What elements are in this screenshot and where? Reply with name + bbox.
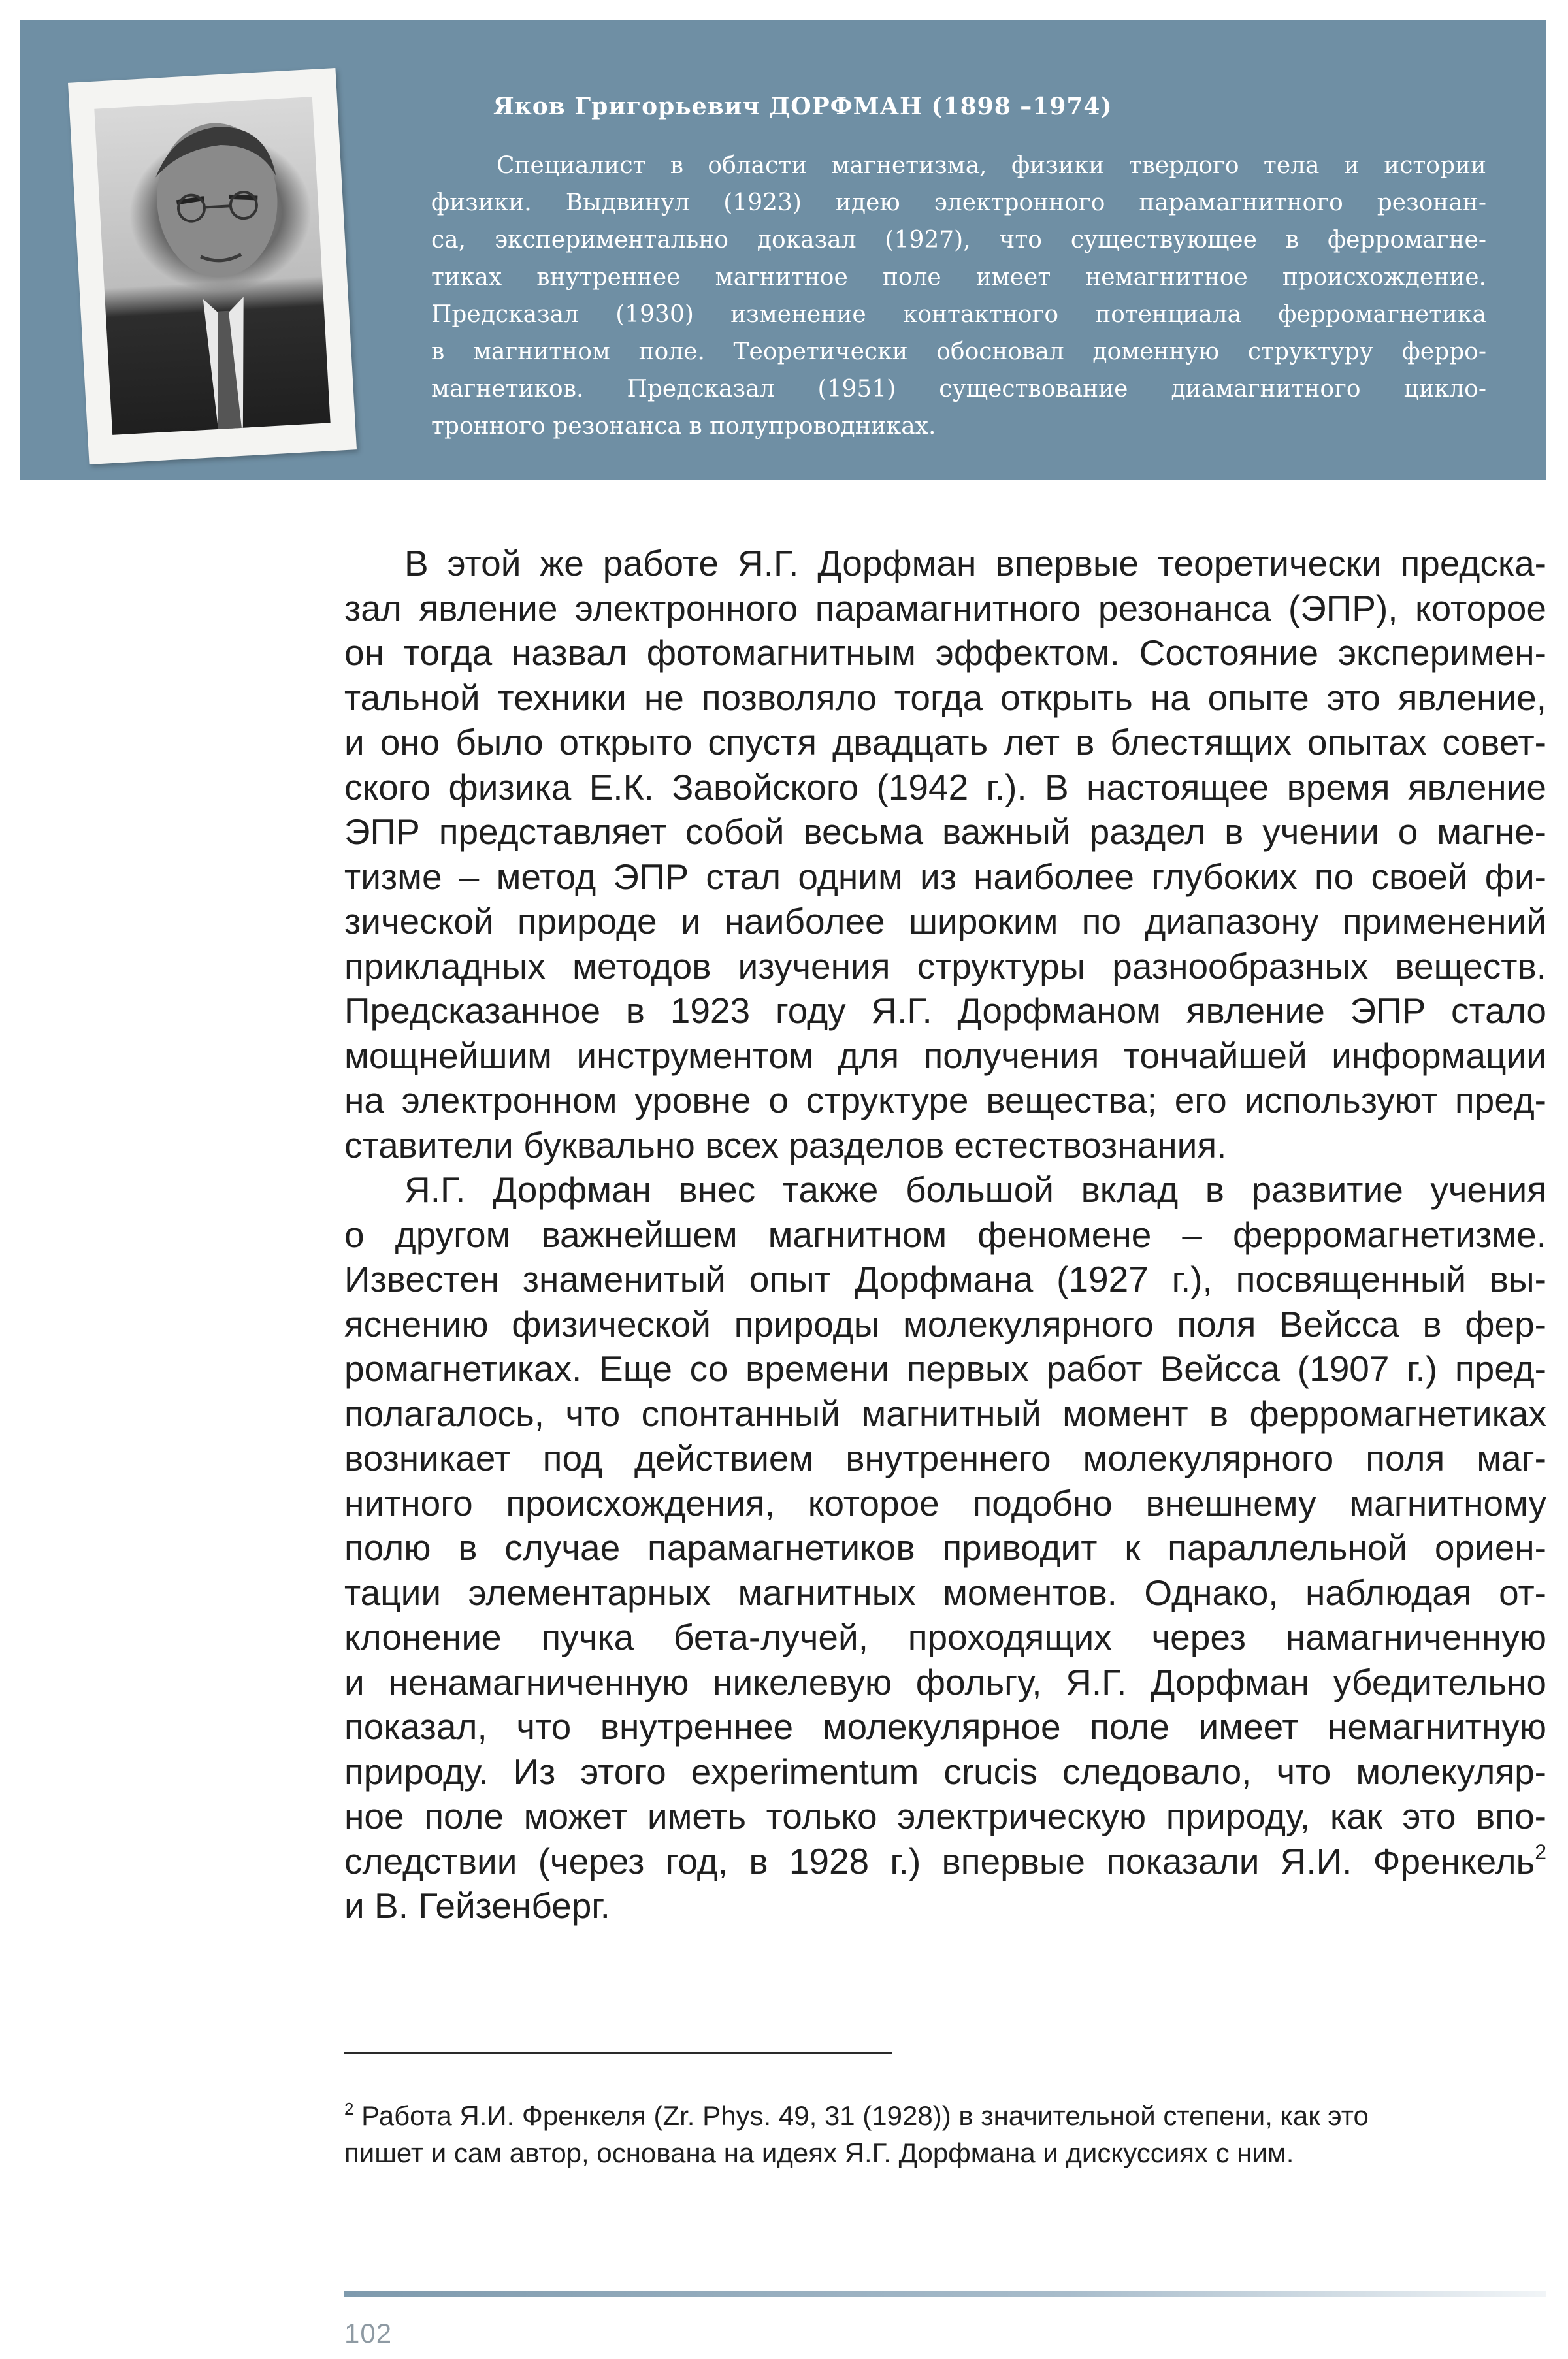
footnote <box>344 2097 1520 2172</box>
bio-line: Специалист в области магнетизма, физики твердого тела и истории <box>497 152 1486 179</box>
paragraph-line: тации элементарных магнитных моментов. Однако, наблюдая от- <box>344 1572 1546 1613</box>
footnote-line <box>344 2097 1520 2134</box>
paragraph-line-text: следствии (через год, в 1928 г.) впервые показали Я.И. Френкель <box>344 1840 1535 1881</box>
paragraph-line: прикладных методов изучения структуры разнообразных веществ. <box>344 945 1546 986</box>
footnote-divider <box>344 2052 892 2054</box>
portrait-frame <box>68 68 357 464</box>
paragraph-line: полю в случае парамагнетиков приводит к параллельной ориен- <box>344 1527 1546 1568</box>
paragraph-line: и оно было открыто спустя двадцать лет в блестящих опытах совет- <box>344 722 1546 762</box>
paragraph-line: мощнейшим инструментом для получения тончайшей информации <box>344 1035 1546 1076</box>
paragraph-line: зал явление электронного парамагнитного резонанса (ЭПР), которое <box>344 587 1546 628</box>
paragraph-line: природу. Из этого experimentum crucis следовало, что молекуляр- <box>344 1751 1546 1792</box>
paragraph-line: тизме – метод ЭПР стал одним из наиболее глубоких по своей фи- <box>344 856 1546 897</box>
bio-line: тронного резонанса в полупроводниках. <box>431 413 936 440</box>
paragraph-line: ное поле может иметь только электрическую природу, как это впо- <box>344 1796 1546 1836</box>
paragraph-line: зической природе и наиболее широким по диапазону применений <box>344 901 1546 941</box>
paragraph-line: ставители буквально всех разделов естествознания. <box>344 1124 1227 1165</box>
paragraph-line: Предсказанное в 1923 году Я.Г. Дорфманом явление ЭПР стало <box>344 990 1546 1031</box>
paragraph-line: В этой же работе Я.Г. Дорфман впервые теоретически предска- <box>404 543 1546 583</box>
page-footer-rule <box>344 2291 1546 2297</box>
paragraph-line: Известен знаменитый опыт Дорфмана (1927 г.), посвященный вы- <box>344 1259 1546 1299</box>
bio-line: Предсказал (1930) изменение контактного потенциала ферромагнетика <box>431 301 1486 328</box>
main-text <box>344 541 1546 1928</box>
paragraph-line: и ненамагниченную никелевую фольгу, Я.Г. Дорфман убедительно <box>344 1661 1546 1702</box>
paragraph-line: полагалось, что спонтанный магнитный момент в ферромагнетиках <box>344 1393 1546 1434</box>
bio-line: са, экспериментально доказал (1927), что существующее в ферромагне- <box>431 227 1486 253</box>
page-number: 102 <box>344 2318 393 2349</box>
paragraph-line: нитного происхождения, которое подобно внешнему магнитному <box>344 1482 1546 1523</box>
paragraph-line: ского физика Е.К. Завойского (1942 г.). В настоящее время явление <box>344 766 1546 807</box>
paragraph-line: Я.Г. Дорфман внес также большой вклад в развитие учения <box>404 1169 1546 1210</box>
bio-line: физики. Выдвинул (1923) идею электронного парамагнитного резонан- <box>431 189 1486 216</box>
biography-box <box>20 20 1546 480</box>
bio-name-heading: Яков Григорьевич ДОРФМАН (1898 –1974) <box>493 93 1113 120</box>
paragraph-line: показал, что внутреннее молекулярное поле имеет немагнитную <box>344 1706 1546 1747</box>
paragraph-line: яснению физической природы молекулярного поля Вейсса в фер- <box>344 1303 1546 1344</box>
footnote-marker: 2 <box>344 2099 354 2119</box>
paragraph-line: и В. Гейзенберг. <box>344 1885 610 1926</box>
bio-paragraph <box>431 147 1486 445</box>
paragraph-line: на электронном уровне о структуре вещества; его используют пред- <box>344 1080 1546 1120</box>
portrait-photo <box>94 97 330 435</box>
paragraph-line: тальной техники не позволяло тогда открыть на опыте это явление, <box>344 677 1546 718</box>
paragraph-line: возникает под действием внутреннего молекулярного поля маг- <box>344 1438 1546 1478</box>
bio-line: тиках внутреннее магнитное поле имеет немагнитное происхождение. <box>431 264 1486 291</box>
paragraph-line: он тогда назвал фотомагнитным эффектом. Состояние эксперимен- <box>344 632 1546 673</box>
footnote-text: Работа Я.И. Френкеля (Zr. Phys. 49, 31 (1928)) в значительной степени, как это <box>361 2100 1369 2131</box>
footnote-line: пишет и сам автор, основана на идеях Я.Г. Дорфмана и дискуссиях с ним. <box>344 2138 1294 2168</box>
bio-line: магнетиков. Предсказал (1951) существование диамагнитного цикло- <box>431 376 1486 402</box>
paragraph-line <box>344 1839 1546 1884</box>
paragraph-line: ЭПР представляет собой весьма важный раздел в учении о магне- <box>344 811 1546 852</box>
footnote-reference[interactable]: 2 <box>1535 1840 1546 1864</box>
paragraph-line: о другом важнейшем магнитном феномене – ферромагнетизме. <box>344 1214 1546 1255</box>
paragraph-line: ромагнетиках. Еще со времени первых работ Вейсса (1907 г.) пред- <box>344 1348 1546 1389</box>
bio-line: в магнитном поле. Теоретически обосновал доменную структуру ферро- <box>431 338 1486 365</box>
paragraph-line: клонение пучка бета-лучей, проходящих через намагниченную <box>344 1617 1546 1657</box>
